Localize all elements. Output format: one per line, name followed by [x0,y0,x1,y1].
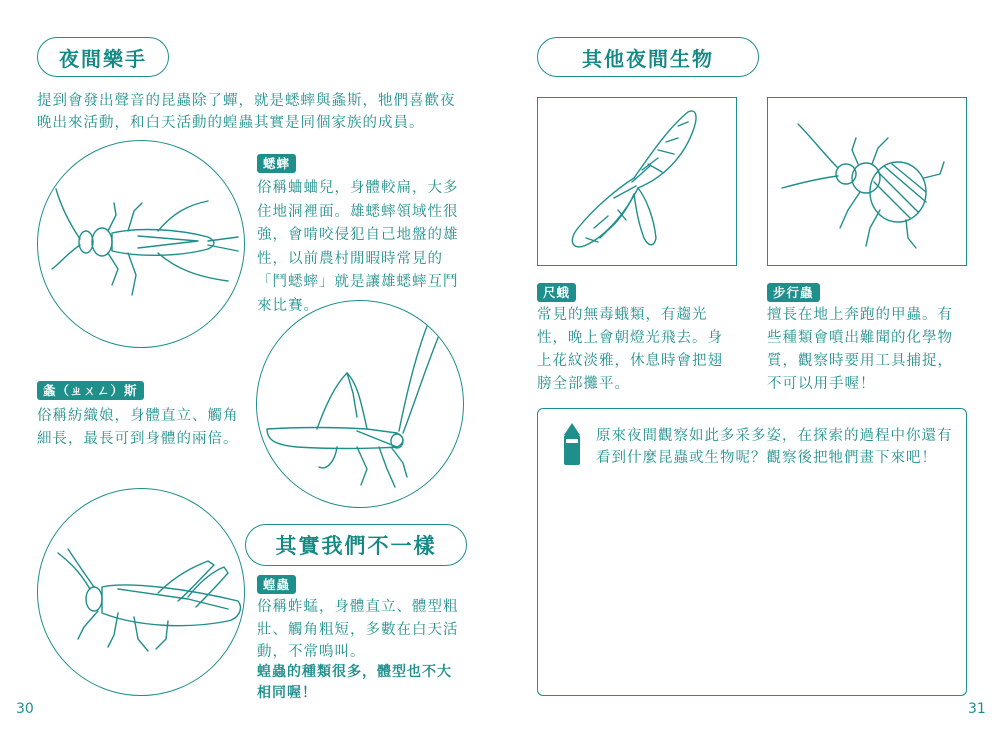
locust-description: 俗稱蚱蜢，身體直立、體型粗壯、觸角粗短，多數在白天活動，不常鳴叫。 [257,599,459,660]
section-title-text: 夜間樂手 [59,46,147,71]
cricket-description: 俗稱蛐蛐兒，身體較扁，大多住地洞裡面。雄蟋蟀領域性很強，會啃咬侵犯自己地盤的雄性，以前農村閒暇時常見的「鬥蟋蟀」就是讓雄蟋蟀互鬥來比賽。 [257,180,459,314]
pencil-icon [558,421,586,471]
beetle-icon [768,98,965,264]
page-number-left: 30 [16,701,34,717]
beetle-illustration [767,97,967,266]
tag-cricket: 蟋蟀 [257,154,296,173]
moth-illustration [537,97,737,266]
katydid-description: 俗稱紡織娘，身體直立、觸角細長，最長可到身體的兩倍。 [37,408,239,447]
locust-icon [38,489,243,694]
drawing-area[interactable] [537,408,967,696]
intro-paragraph: 提到會發出聲音的昆蟲除了蟬，就是蟋蟀與螽斯，牠們喜歡夜晚出來活動，和白天活動的蝗蟲其實是同個家族的成員。 [37,93,456,131]
tag-moth: 尺蛾 [537,283,576,302]
section-title-different-text: 其實我們不一樣 [275,534,437,558]
section-title-different [245,524,467,566]
locust-note: 蝗蟲的種類很多，體型也不大相同喔！ [257,664,452,701]
katydid-illustration [256,300,464,508]
tag-locust: 蝗蟲 [257,575,296,594]
page-number-right: 31 [968,701,986,717]
locust-illustration [37,488,245,696]
tag-katydid: 螽（ㄓㄨㄥ）斯 [37,381,144,400]
section-title-other-creatures [537,37,759,77]
section-title-night-musicians [37,37,169,77]
tag-ground-beetle: 步行蟲 [767,283,820,302]
moth-description: 常見的無毒蛾類，有趨光性，晚上會朝燈光飛去。身上花紋淡雅，休息時會把翅膀全部攤平。 [537,307,723,392]
moth-icon [538,98,735,264]
cricket-icon [38,141,243,346]
katydid-icon [257,301,462,506]
drawing-prompt: 原來夜間觀察如此多采多姿，在探索的過程中你還有看到什麼昆蟲或生物呢？觀察後把牠們畫下來吧！ [596,428,953,466]
beetle-description: 擅長在地上奔跑的甲蟲。有些種類會噴出難聞的化學物質，觀察時要用工具捕捉，不可以用手喔！ [767,307,953,392]
section-title-other-text: 其他夜間生物 [582,46,714,71]
cricket-illustration [37,140,245,348]
